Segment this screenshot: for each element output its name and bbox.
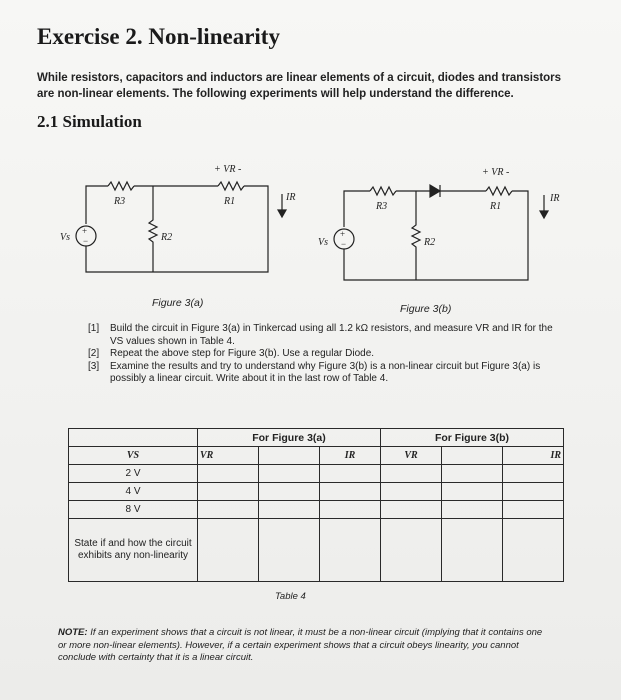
- label-r3-a: R3: [114, 196, 126, 207]
- note-text: If an experiment shows that a circuit is not linear, it must be a non-linear circuit (implying that it contains one or more non-linear elements). However, if a certain experiment shows that a circuit obeys linearity, you cannot conclude with certainty that it is a linear circuit.: [58, 627, 543, 663]
- entry-cell[interactable]: [442, 483, 503, 501]
- entry-cell[interactable]: [320, 519, 381, 582]
- label-r1-b: R1: [490, 201, 502, 212]
- svg-text:−: −: [83, 236, 89, 246]
- entry-cell[interactable]: [259, 519, 320, 582]
- table-row: [69, 501, 564, 519]
- label-vr-b: + VR -: [482, 167, 510, 178]
- section-heading: 2.1 Simulation: [37, 112, 142, 131]
- entry-cell[interactable]: [503, 483, 564, 501]
- instruction-step: [1] Build the circuit in Figure 3(a) in Tinkercad using all 1.2 kΩ resistors, and measure VR and IR for the VS values shown in Table 4.: [88, 323, 553, 347]
- circuit-figure-3a: [60, 160, 296, 280]
- svg-text:−: −: [341, 239, 347, 249]
- figure-3a-caption: Figure 3(a): [152, 297, 204, 309]
- label-r2-b: R2: [424, 237, 436, 248]
- col-header-ir-a: IR: [320, 447, 381, 465]
- entry-cell[interactable]: [381, 483, 442, 501]
- table-group-header: [69, 429, 564, 447]
- entry-cell[interactable]: [198, 465, 259, 483]
- entry-cell[interactable]: [381, 465, 442, 483]
- group-header-figure-3a: For Figure 3(a): [198, 429, 381, 447]
- entry-cell[interactable]: [503, 465, 564, 483]
- table-row: [69, 465, 564, 483]
- svg-text:+: +: [82, 226, 88, 236]
- circuit-figure-3b: [318, 165, 578, 290]
- entry-cell[interactable]: [320, 501, 381, 519]
- vs-value: 8 V: [69, 501, 198, 519]
- vs-value: 2 V: [69, 465, 198, 483]
- entry-cell[interactable]: [503, 501, 564, 519]
- table-row: [69, 483, 564, 501]
- col-header-vs: VS: [69, 447, 198, 465]
- label-r2-a: R2: [161, 232, 173, 243]
- label-vs-a: Vs: [60, 232, 70, 243]
- group-header-figure-3b: For Figure 3(b): [381, 429, 564, 447]
- vs-value: 4 V: [69, 483, 198, 501]
- col-header-vr-a: VR: [198, 447, 259, 465]
- col-header-ir-b: IR: [503, 447, 564, 465]
- label-r3-b: R3: [376, 201, 388, 212]
- entry-cell[interactable]: [442, 465, 503, 483]
- entry-cell[interactable]: [442, 519, 503, 582]
- entry-cell[interactable]: [320, 465, 381, 483]
- entry-cell[interactable]: [198, 519, 259, 582]
- label-ir-b: IR: [550, 193, 560, 204]
- entry-cell[interactable]: [198, 483, 259, 501]
- col-header-vr-b: VR: [381, 447, 442, 465]
- note-paragraph: [58, 627, 548, 665]
- entry-cell[interactable]: [442, 501, 503, 519]
- instruction-step: [2] Repeat the above step for Figure 3(b). Use a regular Diode.: [88, 348, 375, 359]
- entry-cell[interactable]: [381, 519, 442, 582]
- label-ir-a: IR: [286, 192, 296, 203]
- exercise-title: Exercise 2. Non-linearity: [37, 24, 280, 49]
- results-table: [68, 428, 564, 582]
- entry-cell[interactable]: [259, 483, 320, 501]
- entry-cell[interactable]: [381, 501, 442, 519]
- entry-cell[interactable]: [320, 483, 381, 501]
- label-vs-b: Vs: [318, 237, 328, 248]
- entry-cell[interactable]: [259, 501, 320, 519]
- table-column-header: [69, 447, 564, 465]
- svg-text:+: +: [340, 229, 346, 239]
- intro-paragraph: While resistors, capacitors and inductors are linear elements of a circuit, diodes and transistors are non-linear elements. The following experiments will help understand the difference.: [37, 72, 562, 100]
- table-caption: Table 4: [275, 591, 306, 602]
- note-label: NOTE:: [58, 627, 88, 638]
- table-row: [69, 519, 564, 582]
- instruction-step: [3] Examine the results and try to understand why Figure 3(b) is a non-linear circuit but Figure 3(a) is possibly a linear circuit. Write about it in the last row of Table 4.: [88, 360, 541, 384]
- entry-cell[interactable]: [259, 465, 320, 483]
- entry-cell[interactable]: [503, 519, 564, 582]
- nonlinearity-prompt: State if and how the circuit exhibits any non-linearity: [69, 519, 198, 582]
- label-vr-a: + VR -: [214, 164, 242, 175]
- label-r1-a: R1: [224, 196, 236, 207]
- instruction-list: [88, 323, 568, 386]
- entry-cell[interactable]: [198, 501, 259, 519]
- figure-3b-caption: Figure 3(b): [400, 303, 452, 315]
